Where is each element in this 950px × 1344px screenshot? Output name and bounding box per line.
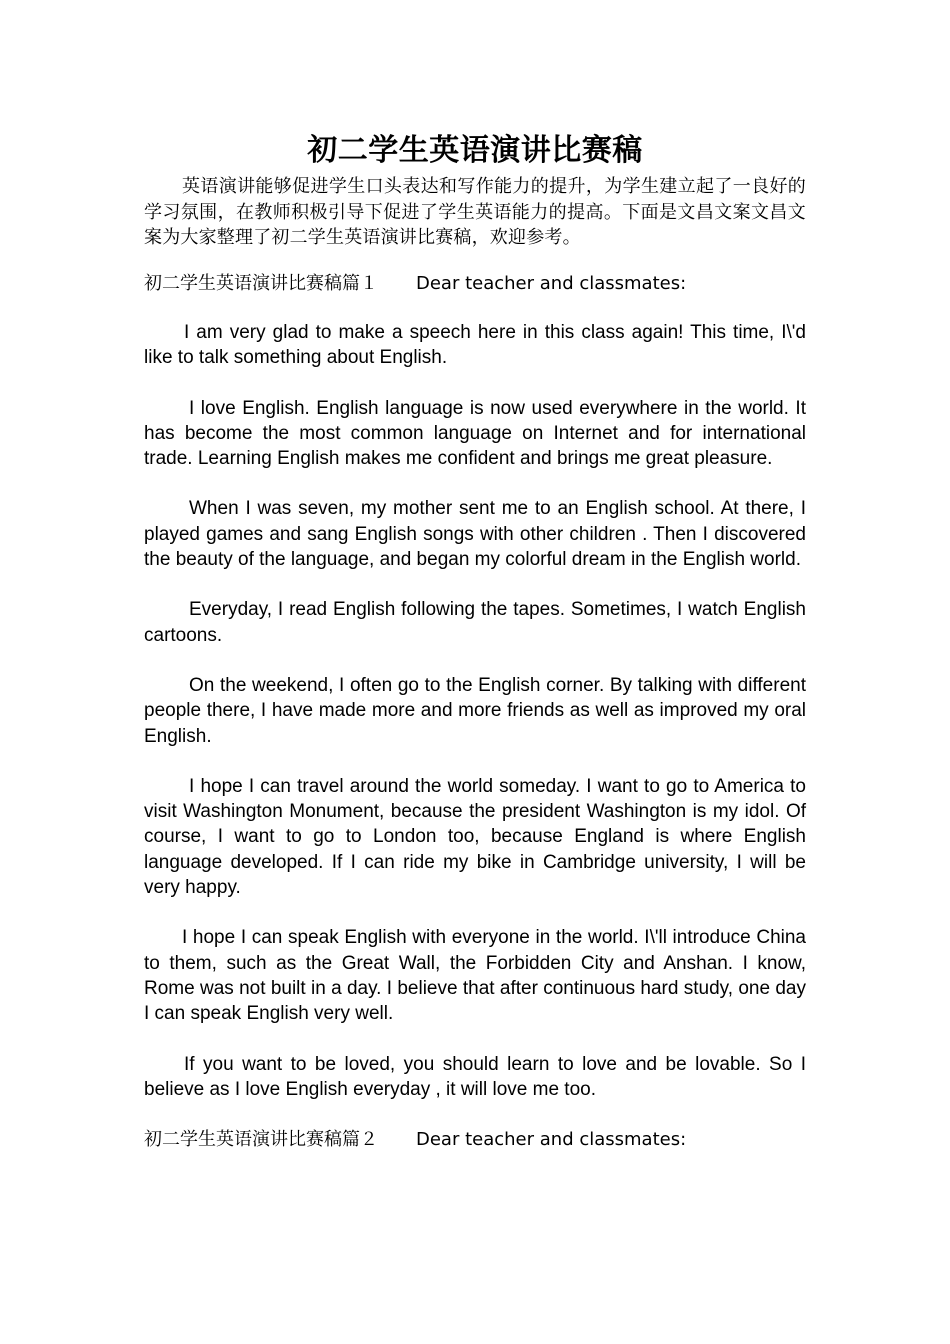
- body-paragraph-3: When I was seven, my mother sent me to an English school. At there, I played games and sang English songs with other children . Then I discovered the beauty of the language, and began my colorful dream in the English world.: [144, 498, 806, 571]
- document-page: [144, 128, 806, 1177]
- body-paragraph-5: On the weekend, I often go to the English corner. By talking with different people there, I have made more and more friends as well as improved my oral English.: [144, 674, 806, 747]
- body-paragraph-8: If you want to be loved, you should learn to love and be lovable. So I believe as I love English everyday , it will love me too.: [144, 1053, 806, 1100]
- section-1-greeting: Dear teacher and classmates:: [416, 272, 687, 294]
- body-paragraph-1: I am very glad to make a speech here in this class again! This time, I\'d like to talk something about English.: [144, 322, 806, 369]
- section-1-heading: 初二学生英语演讲比赛稿篇１: [144, 272, 378, 294]
- intro-paragraph: 英语演讲能够促进学生口头表达和写作能力的提升，为学生建立起了一良好的学习氛围，在教师积极引导下促进了学生英语能力的提高。下面是文昌文案文昌文案为大家整理了初二学生英语演讲比赛稿，欢迎参考。: [144, 176, 806, 248]
- section-2-greeting: Dear teacher and classmates:: [416, 1129, 687, 1151]
- section-2-header: [144, 1127, 806, 1153]
- body-paragraph-7: I hope I can speak English with everyone in the world. I\'ll introduce China to them, such as the Great Wall, the Forbidden City and Anshan. I know, Rome was not built in a day. I believe that after continuous hard study, one day I can speak English very well.: [144, 927, 806, 1025]
- section-1-header: [144, 271, 806, 297]
- body-paragraph-6: I hope I can travel around the world someday. I want to go to America to visit Washington Monument, because the president Washington is my idol. Of course, I want to go to London too, because England is where English language developed. If I can ride my bike in Cambridge university, I will be very happy.: [144, 775, 806, 899]
- section-2-heading: 初二学生英语演讲比赛稿篇２: [144, 1129, 378, 1151]
- document-title: 初二学生英语演讲比赛稿: [307, 133, 643, 168]
- body-paragraph-2: I love English. English language is now used everywhere in the world. It has become the most common language on Internet and for international trade. Learning English makes me confident and brings me great pleasure.: [144, 397, 806, 470]
- body-paragraph-4: Everyday, I read English following the tapes. Sometimes, I watch English cartoons.: [144, 599, 806, 646]
